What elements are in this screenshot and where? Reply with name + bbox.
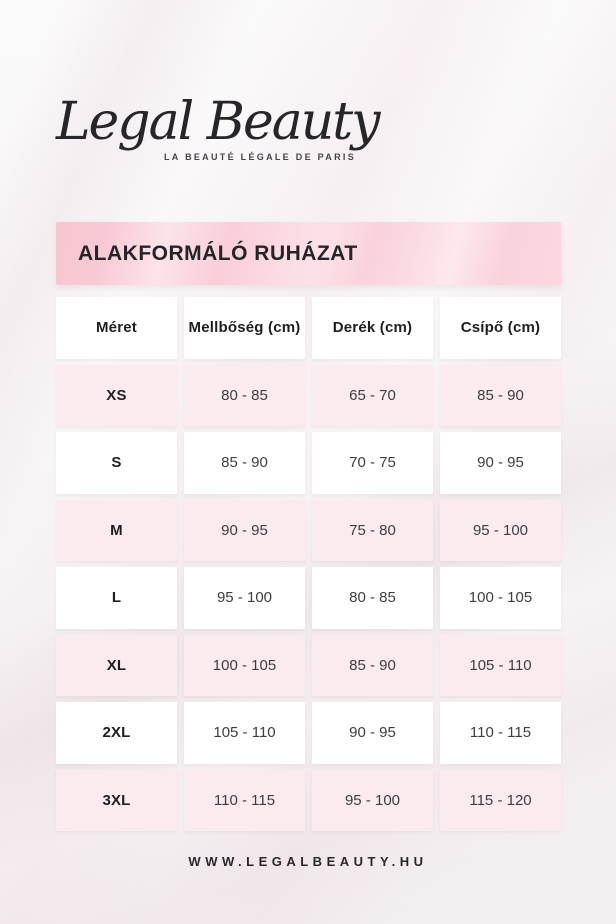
waist-cell: 70 - 75	[312, 432, 433, 494]
waist-cell: 75 - 80	[312, 500, 433, 562]
column-header-size: Méret	[56, 297, 177, 359]
size-cell: S	[56, 432, 177, 494]
hip-cell: 85 - 90	[440, 365, 561, 427]
brand-logo	[56, 92, 386, 162]
waist-cell: 95 - 100	[312, 770, 433, 832]
size-cell: XS	[56, 365, 177, 427]
section-title-bar	[56, 222, 561, 285]
section-title: ALAKFORMÁLÓ RUHÁZAT	[78, 241, 358, 265]
footer	[0, 853, 616, 871]
hip-cell: 95 - 100	[440, 500, 561, 562]
bust-cell: 95 - 100	[184, 567, 305, 629]
bust-cell: 80 - 85	[184, 365, 305, 427]
size-cell: L	[56, 567, 177, 629]
waist-cell: 90 - 95	[312, 702, 433, 764]
hip-cell: 115 - 120	[440, 770, 561, 832]
website-url: WWW.LEGALBEAUTY.HU	[188, 854, 428, 869]
waist-cell: 85 - 90	[312, 635, 433, 697]
hip-cell: 100 - 105	[440, 567, 561, 629]
size-table	[56, 297, 561, 831]
size-cell: XL	[56, 635, 177, 697]
bust-cell: 105 - 110	[184, 702, 305, 764]
brand-logo-text: Legal Beauty	[56, 92, 379, 152]
hip-cell: 90 - 95	[440, 432, 561, 494]
bust-cell: 90 - 95	[184, 500, 305, 562]
size-cell: 3XL	[56, 770, 177, 832]
brand-tagline: LA BEAUTÉ LÉGALE DE PARIS	[164, 152, 357, 162]
bust-cell: 100 - 105	[184, 635, 305, 697]
hip-cell: 110 - 115	[440, 702, 561, 764]
bust-cell: 110 - 115	[184, 770, 305, 832]
size-cell: 2XL	[56, 702, 177, 764]
hip-cell: 105 - 110	[440, 635, 561, 697]
column-header-waist: Derék (cm)	[312, 297, 433, 359]
column-header-hip: Csípő (cm)	[440, 297, 561, 359]
bust-cell: 85 - 90	[184, 432, 305, 494]
waist-cell: 80 - 85	[312, 567, 433, 629]
size-cell: M	[56, 500, 177, 562]
column-header-bust: Mellbőség (cm)	[184, 297, 305, 359]
waist-cell: 65 - 70	[312, 365, 433, 427]
